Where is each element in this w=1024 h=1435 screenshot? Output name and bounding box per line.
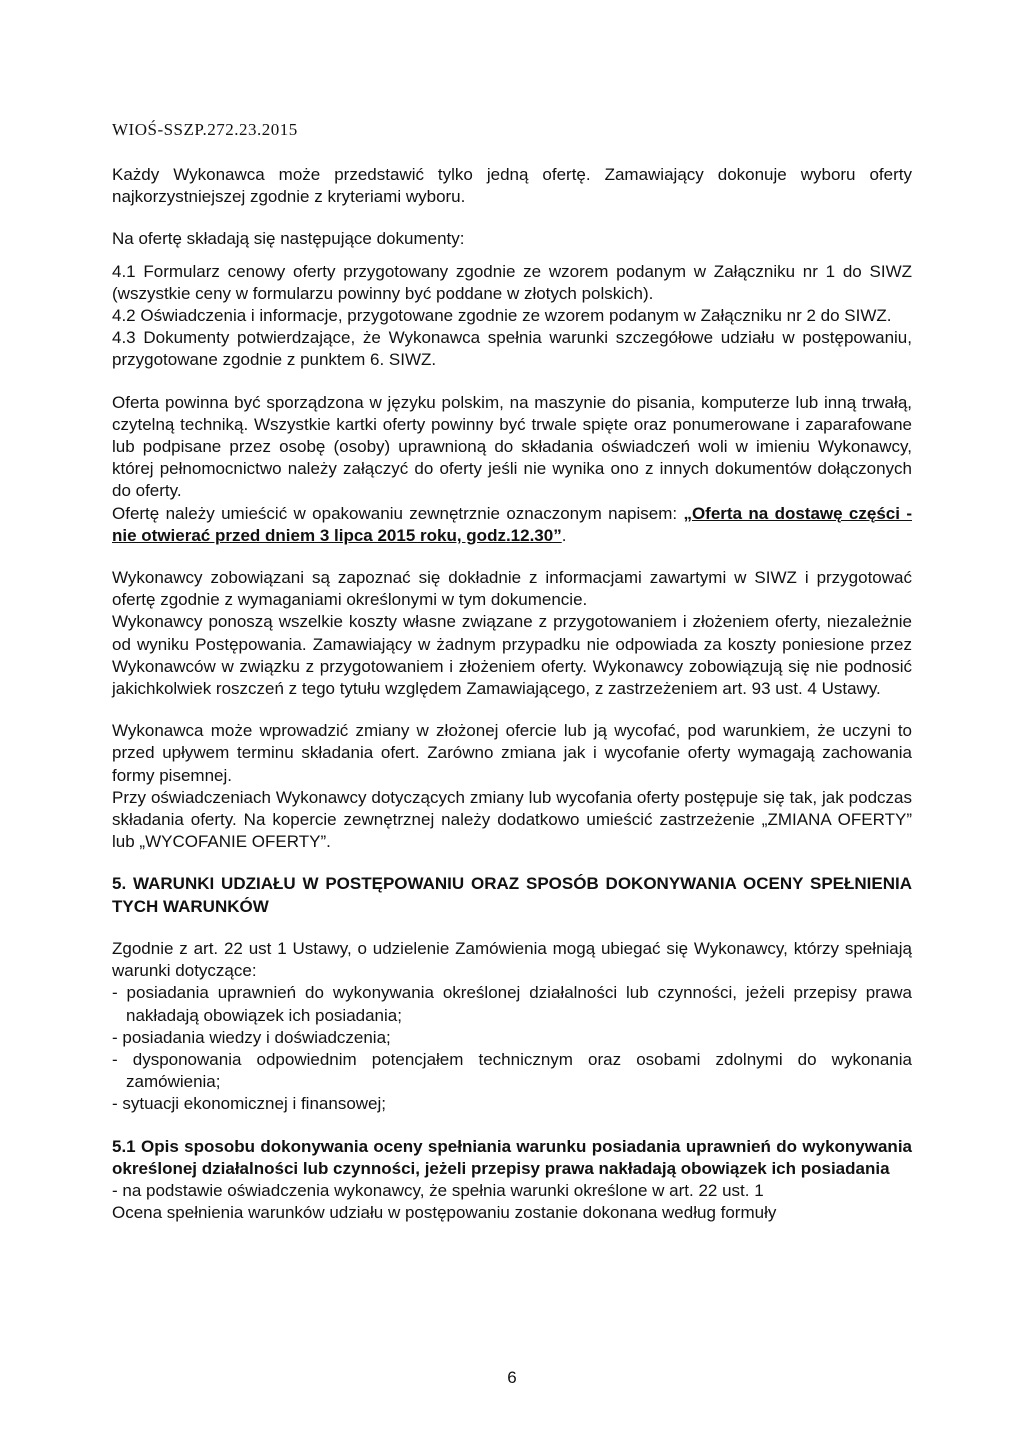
condition-item: - sytuacji ekonomicznej i finansowej; <box>112 1094 387 1114</box>
paragraph-assessment-formula: Ocena spełnienia warunków udziału w postępowaniu zostanie dokonana według formuły <box>112 1203 777 1223</box>
paragraph-offer-form: Oferta powinna być sporządzona w języku polskim, na maszynie do pisania, komputerze lub inną trwałą, czytelną techniką. Wszystkie kartki oferty powinny być trwale spięte oraz ponumerowane i zaparafowane lub podpisane przez osobę (osoby) uprawnioną do składania oświadczeń woli w imieniu Wykonawcy, której pełnomocnictwo należy załączyć do oferty jeśli nie wynika ono z innych dokumentów dołączonych do oferty. <box>112 392 912 501</box>
condition-item: - dysponowania odpowiednim potencjałem technicznym oraz osobami zdolnymi do wykonania zamówienia; <box>112 1049 912 1092</box>
paragraph-conditions-intro: Zgodnie z art. 22 ust 1 Ustawy, o udzielenie Zamówienia mogą ubiegać się Wykonawcy, którzy spełniają warunki dotyczące: <box>112 938 912 981</box>
paragraph-costs: Wykonawcy ponoszą wszelkie koszty własne związane z przygotowaniem i złożeniem oferty, niezależnie od wyniku Postępowania. Zamawiający w żadnym przypadku nie odpowiada za koszty poniesione przez Wykonawców w związku z przygotowaniem i złożeniem oferty. Wykonawcy zobowiązują się nie podnosić jakichkolwiek roszczeń z tego tytułu względem Zamawiającego, z zastrzeżeniem art. 93 ust. 4 Ustawy. <box>112 612 912 699</box>
condition-item: - posiadania wiedzy i doświadczenia; <box>112 1027 391 1047</box>
paragraph-read-siwz: Wykonawcy zobowiązani są zapoznać się dokładnie z informacjami zawartymi w SIWZ i przygotować ofertę zgodnie z wymaganiami określonymi w tym dokumencie. <box>112 568 912 610</box>
page-number: 6 <box>507 1368 517 1387</box>
section-5-1-heading: 5.1 Opis sposobu dokonywania oceny spełniania warunku posiadania uprawnień do wykonywania określonej działalności lub czynności, jeżeli przepisy prawa nakładają obowiązek ich posiadania <box>112 1136 912 1178</box>
envelope-lead-text: Ofertę należy umieścić w opakowaniu zewnętrznie oznaczonym napisem: <box>112 503 684 523</box>
envelope-end: . <box>561 525 567 545</box>
document-reference: WIOŚ-SSZP.272.23.2015 <box>112 120 298 139</box>
section-5-heading: 5. WARUNKI UDZIAŁU W POSTĘPOWANIU ORAZ SPOSÓB DOKONYWANIA OCENY SPEŁNIENIA TYCH WARUNKÓW <box>112 874 912 916</box>
paragraph-one-offer: Każdy Wykonawca może przedstawić tylko jedną ofertę. Zamawiający dokonuje wyboru oferty najkorzystniejszej zgodnie z kryteriami wyboru. <box>112 165 912 207</box>
list-item-4-2: 4.2 Oświadczenia i informacje, przygotowane zgodnie ze wzorem podanym w Załączniku nr 2 do SIWZ. <box>112 306 892 326</box>
condition-item: - posiadania uprawnień do wykonywania określonej działalności lub czynności, jeżeli przepisy prawa nakładają obowiązek ich posiadania; <box>112 983 912 1025</box>
list-item-4-3: 4.3 Dokumenty potwierdzające, że Wykonawca spełnia warunki szczegółowe udziału w postępowaniu, przygotowane zgodnie z punktem 6. SIWZ. <box>112 328 912 370</box>
paragraph-envelope <box>112 503 912 547</box>
paragraph-documents-intro: Na ofertę składają się następujące dokumenty: <box>112 229 465 249</box>
list-item-4-1: 4.1 Formularz cenowy oferty przygotowany zgodnie ze wzorem podanym w Załączniku nr 1 do SIWZ (wszystkie ceny w formularzu powinny być poddane w złotych polskich). <box>112 261 912 303</box>
document-body <box>112 164 912 1224</box>
paragraph-statement-basis: - na podstawie oświadczenia wykonawcy, że spełnia warunki określone w art. 22 ust. 1 <box>112 1180 764 1200</box>
envelope-label: „Oferta na dostawę części - nie otwierać przed dniem 3 lipca 2015 roku, godz.12.30” <box>112 503 912 545</box>
paragraph-change-statements: Przy oświadczeniach Wykonawcy dotyczących zmiany lub wycofania oferty postępuje się tak, jak podczas składania oferty. Na kopercie zewnętrznej należy dodatkowo umieścić zastrzeżenie „ZMIANA OFERTY” lub „WYCOFANIE OFERTY”. <box>112 787 912 852</box>
paragraph-changes: Wykonawca może wprowadzić zmiany w złożonej ofercie lub ją wycofać, pod warunkiem, że uczyni to przed upływem terminu składania ofert. Zarówno zmiana jak i wycofanie oferty wymagają zachowania formy pisemnej. <box>112 721 912 785</box>
